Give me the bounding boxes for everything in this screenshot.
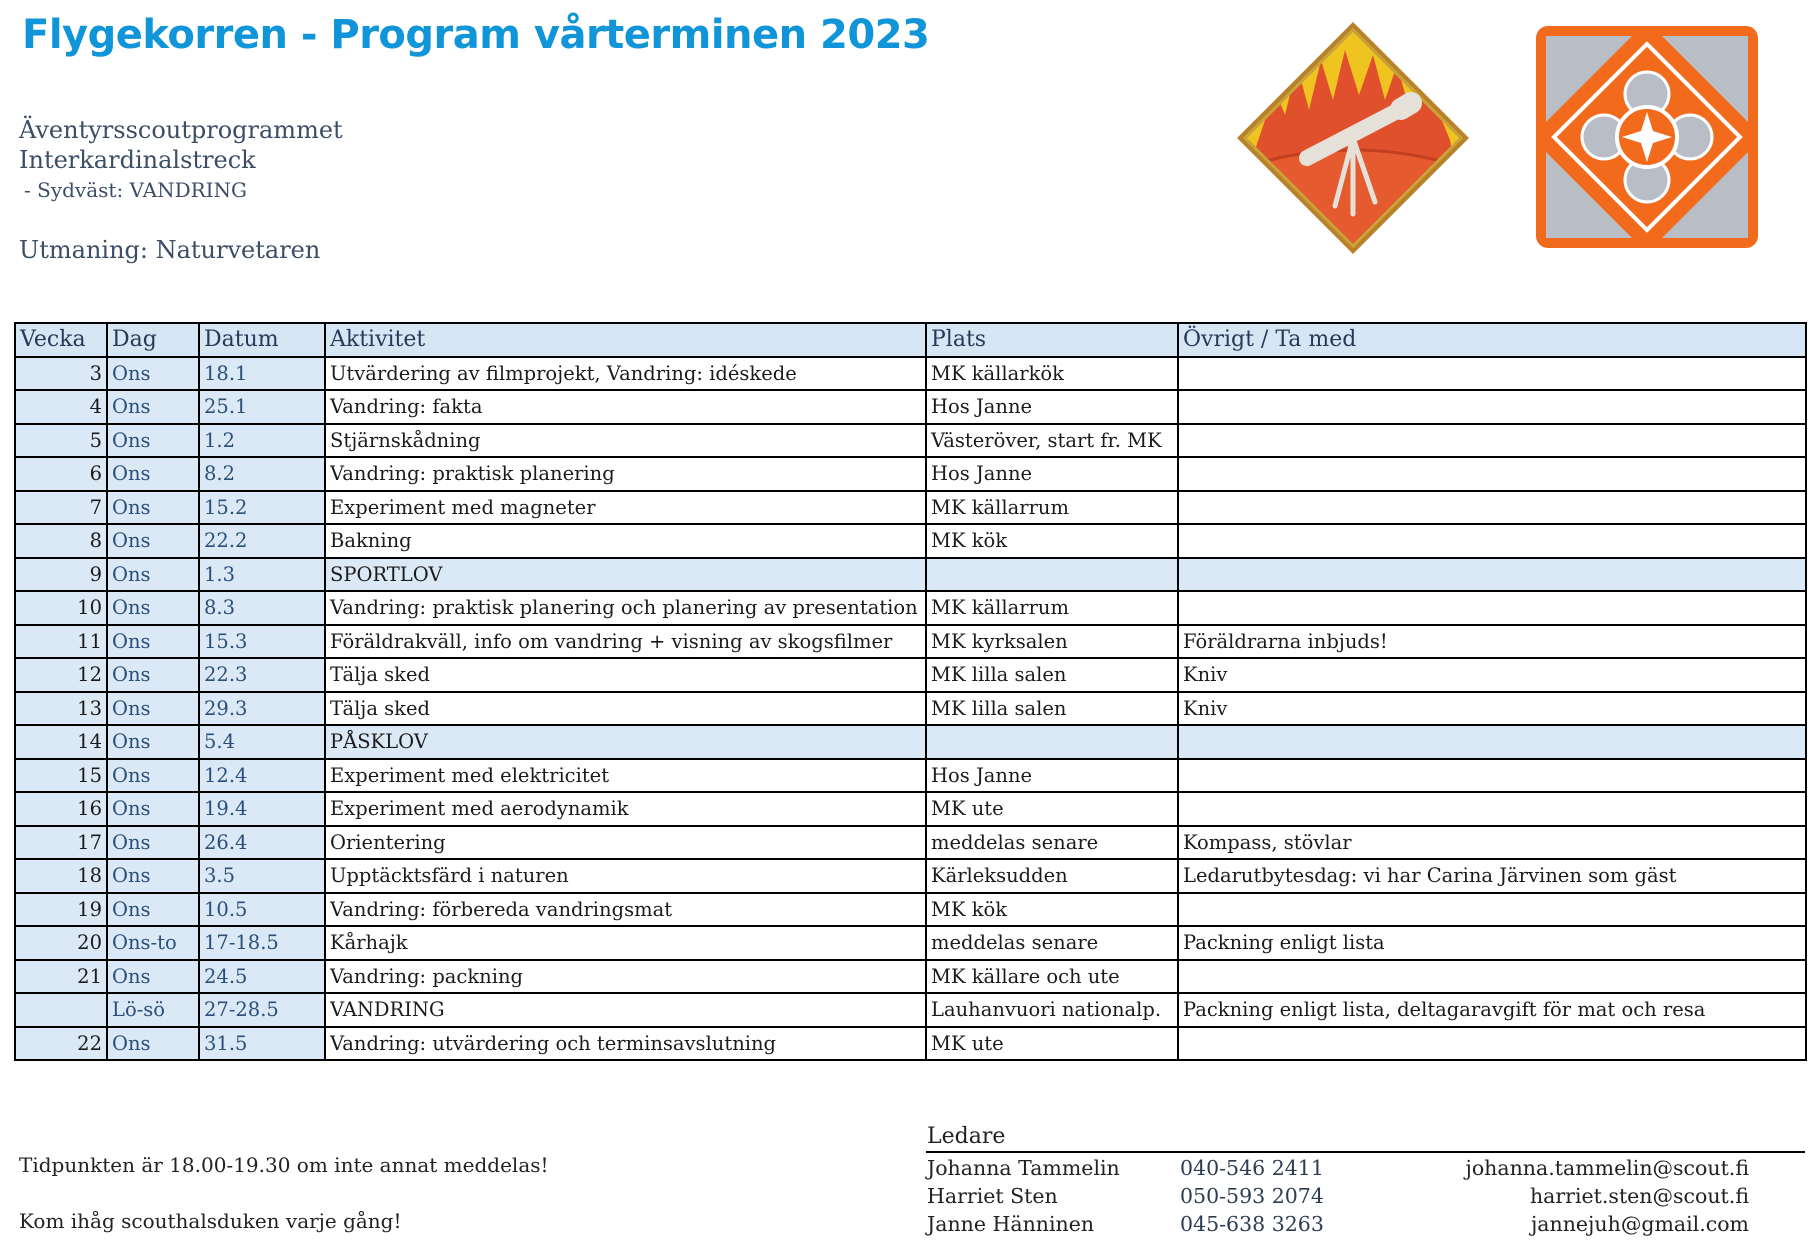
header-vecka: Vecka [15,323,107,357]
header-plats: Plats [926,323,1178,357]
table-row [15,491,1806,525]
leader-phone: 045-638 3263 [1180,1212,1324,1236]
cell-datum: 8.2 [199,457,325,491]
cell-vecka: 4 [15,390,107,424]
cell-dag: Ons [107,424,199,458]
cell-ovrigt [1178,759,1806,793]
cell-datum: 25.1 [199,390,325,424]
cell-plats: MK kök [926,893,1178,927]
cell-ovrigt [1178,457,1806,491]
cell-vecka: 20 [15,926,107,960]
cell-vecka: 3 [15,357,107,391]
cell-vecka: 17 [15,826,107,860]
cell-datum: 29.3 [199,692,325,726]
cell-ovrigt [1178,491,1806,525]
table-row [15,357,1806,391]
cell-plats: Västeröver, start fr. MK [926,424,1178,458]
cell-plats: Kärleksudden [926,859,1178,893]
direction-label: - Sydväst: VANDRING [24,178,248,202]
table-row [15,792,1806,826]
table-row [15,558,1806,592]
table-header-row [15,323,1806,357]
cell-vecka: 19 [15,893,107,927]
table-row [15,759,1806,793]
leader-row [927,1184,1749,1212]
cell-aktivitet: Kårhajk [325,926,926,960]
table-row [15,1027,1806,1061]
leaders-divider [926,1151,1805,1153]
table-row [15,960,1806,994]
table-row [15,390,1806,424]
cell-vecka: 7 [15,491,107,525]
cell-aktivitet: Vandring: förbereda vandringsmat [325,893,926,927]
cell-plats: Hos Janne [926,759,1178,793]
cell-ovrigt: Kniv [1178,658,1806,692]
table-row [15,524,1806,558]
cell-aktivitet: Stjärnskådning [325,424,926,458]
leader-phone: 040-546 2411 [1180,1156,1324,1180]
cell-aktivitet: Föräldrakväll, info om vandring + visning av skogsfilmer [325,625,926,659]
cell-datum: 26.4 [199,826,325,860]
cell-datum: 17-18.5 [199,926,325,960]
cell-vecka: 21 [15,960,107,994]
streck-name: Interkardinalstreck [19,146,256,174]
cell-plats: Hos Janne [926,390,1178,424]
leader-row [927,1212,1749,1240]
cell-plats: MK ute [926,1027,1178,1061]
leader-row [927,1156,1749,1184]
cell-datum: 31.5 [199,1027,325,1061]
table-row [15,591,1806,625]
cell-vecka: 6 [15,457,107,491]
cell-vecka: 15 [15,759,107,793]
cell-ovrigt: Föräldrarna inbjuds! [1178,625,1806,659]
cell-ovrigt [1178,357,1806,391]
cell-vecka: 11 [15,625,107,659]
cell-datum: 15.2 [199,491,325,525]
cell-plats: MK källarrum [926,491,1178,525]
cell-datum: 18.1 [199,357,325,391]
cell-datum: 1.3 [199,558,325,592]
cell-ovrigt [1178,725,1806,759]
cell-vecka [15,993,107,1027]
cell-aktivitet: PÅSKLOV [325,725,926,759]
cell-plats: Lauhanvuori nationalp. [926,993,1178,1027]
cell-dag: Lö-sö [107,993,199,1027]
table-row [15,993,1806,1027]
leader-name: Johanna Tammelin [927,1156,1120,1180]
cell-vecka: 14 [15,725,107,759]
cell-vecka: 10 [15,591,107,625]
challenge-label: Utmaning: Naturvetaren [19,236,321,264]
cell-aktivitet: Upptäcktsfärd i naturen [325,859,926,893]
table-row [15,658,1806,692]
cell-dag: Ons [107,524,199,558]
program-table [14,322,1807,1061]
cell-aktivitet: SPORTLOV [325,558,926,592]
cell-ovrigt [1178,893,1806,927]
cell-ovrigt [1178,424,1806,458]
cell-aktivitet: Vandring: praktisk planering [325,457,926,491]
cell-dag: Ons [107,859,199,893]
leader-phone: 050-593 2074 [1180,1184,1324,1208]
cell-ovrigt [1178,960,1806,994]
cell-datum: 5.4 [199,725,325,759]
cell-ovrigt [1178,591,1806,625]
leaders-title: Ledare [927,1124,1006,1149]
cell-dag: Ons [107,390,199,424]
cell-datum: 8.3 [199,591,325,625]
cell-dag: Ons [107,893,199,927]
cell-vecka: 9 [15,558,107,592]
leader-name: Harriet Sten [927,1184,1058,1208]
cell-dag: Ons [107,357,199,391]
leader-email[interactable]: johanna.tammelin@scout.fi [1465,1156,1749,1180]
cell-vecka: 12 [15,658,107,692]
cell-plats: MK källarkök [926,357,1178,391]
table-row [15,625,1806,659]
cell-plats: MK kyrksalen [926,625,1178,659]
header-datum: Datum [199,323,325,357]
cell-plats [926,558,1178,592]
cell-dag: Ons [107,792,199,826]
leader-email[interactable]: harriet.sten@scout.fi [1529,1184,1749,1208]
cell-ovrigt [1178,390,1806,424]
cell-datum: 3.5 [199,859,325,893]
cell-ovrigt: Packning enligt lista [1178,926,1806,960]
cell-aktivitet: Experiment med magneter [325,491,926,525]
cell-plats: meddelas senare [926,826,1178,860]
cell-datum: 10.5 [199,893,325,927]
cell-dag: Ons [107,725,199,759]
cell-datum: 1.2 [199,424,325,458]
cell-aktivitet: Bakning [325,524,926,558]
time-note: Tidpunkten är 18.00-19.30 om inte annat meddelas! [19,1153,549,1177]
cell-datum: 24.5 [199,960,325,994]
cell-ovrigt: Ledarutbytesdag: vi har Carina Järvinen som gäst [1178,859,1806,893]
reminder-note: Kom ihåg scouthalsduken varje gång! [19,1209,402,1233]
cell-dag: Ons [107,692,199,726]
cell-datum: 19.4 [199,792,325,826]
interkardinalstreck-emblem-icon [1532,22,1762,252]
cell-plats: MK ute [926,792,1178,826]
cell-aktivitet: Tälja sked [325,692,926,726]
cell-datum: 15.3 [199,625,325,659]
leader-name: Janne Hänninen [927,1212,1095,1236]
cell-aktivitet: Vandring: packning [325,960,926,994]
header-aktivitet: Aktivitet [325,323,926,357]
table-row [15,926,1806,960]
cell-ovrigt: Packning enligt lista, deltagaravgift för mat och resa [1178,993,1806,1027]
cell-ovrigt: Kniv [1178,692,1806,726]
cell-vecka: 22 [15,1027,107,1061]
cell-vecka: 18 [15,859,107,893]
table-row [15,692,1806,726]
cell-datum: 12.4 [199,759,325,793]
cell-plats: MK källarrum [926,591,1178,625]
cell-dag: Ons [107,625,199,659]
page-title: Flygekorren - Program vårterminen 2023 [22,12,930,58]
cell-plats: MK kök [926,524,1178,558]
cell-aktivitet: Tälja sked [325,658,926,692]
cell-dag: Ons [107,457,199,491]
cell-dag: Ons-to [107,926,199,960]
cell-aktivitet: Experiment med elektricitet [325,759,926,793]
cell-ovrigt [1178,524,1806,558]
header-dag: Dag [107,323,199,357]
cell-plats: MK lilla salen [926,658,1178,692]
cell-aktivitet: Orientering [325,826,926,860]
cell-datum: 27-28.5 [199,993,325,1027]
cell-datum: 22.2 [199,524,325,558]
cell-plats: Hos Janne [926,457,1178,491]
table-row [15,457,1806,491]
cell-dag: Ons [107,558,199,592]
cell-ovrigt [1178,792,1806,826]
cell-aktivitet: VANDRING [325,993,926,1027]
table-row [15,826,1806,860]
cell-vecka: 5 [15,424,107,458]
cell-ovrigt: Kompass, stövlar [1178,826,1806,860]
cell-vecka: 13 [15,692,107,726]
cell-aktivitet: Experiment med aerodynamik [325,792,926,826]
cell-plats: MK källare och ute [926,960,1178,994]
cell-dag: Ons [107,591,199,625]
leader-email[interactable]: jannejuh@gmail.com [1530,1212,1749,1236]
cell-ovrigt [1178,558,1806,592]
cell-dag: Ons [107,491,199,525]
table-row [15,725,1806,759]
table-row [15,893,1806,927]
cell-ovrigt [1178,1027,1806,1061]
cell-vecka: 8 [15,524,107,558]
cell-dag: Ons [107,658,199,692]
header-ovrigt: Övrigt / Ta med [1178,323,1806,357]
cell-aktivitet: Vandring: utvärdering och terminsavslutning [325,1027,926,1061]
table-row [15,424,1806,458]
cell-dag: Ons [107,826,199,860]
cell-plats: meddelas senare [926,926,1178,960]
cell-plats [926,725,1178,759]
cell-datum: 22.3 [199,658,325,692]
cell-vecka: 16 [15,792,107,826]
cell-dag: Ons [107,960,199,994]
table-row [15,859,1806,893]
cell-aktivitet: Vandring: fakta [325,390,926,424]
cell-plats: MK lilla salen [926,692,1178,726]
cell-aktivitet: Utvärdering av filmprojekt, Vandring: idéskede [325,357,926,391]
cell-dag: Ons [107,759,199,793]
program-name: Äventyrsscoutprogrammet [19,116,343,144]
cell-dag: Ons [107,1027,199,1061]
cell-aktivitet: Vandring: praktisk planering och planering av presentation [325,591,926,625]
telescope-badge-icon [1235,20,1471,256]
